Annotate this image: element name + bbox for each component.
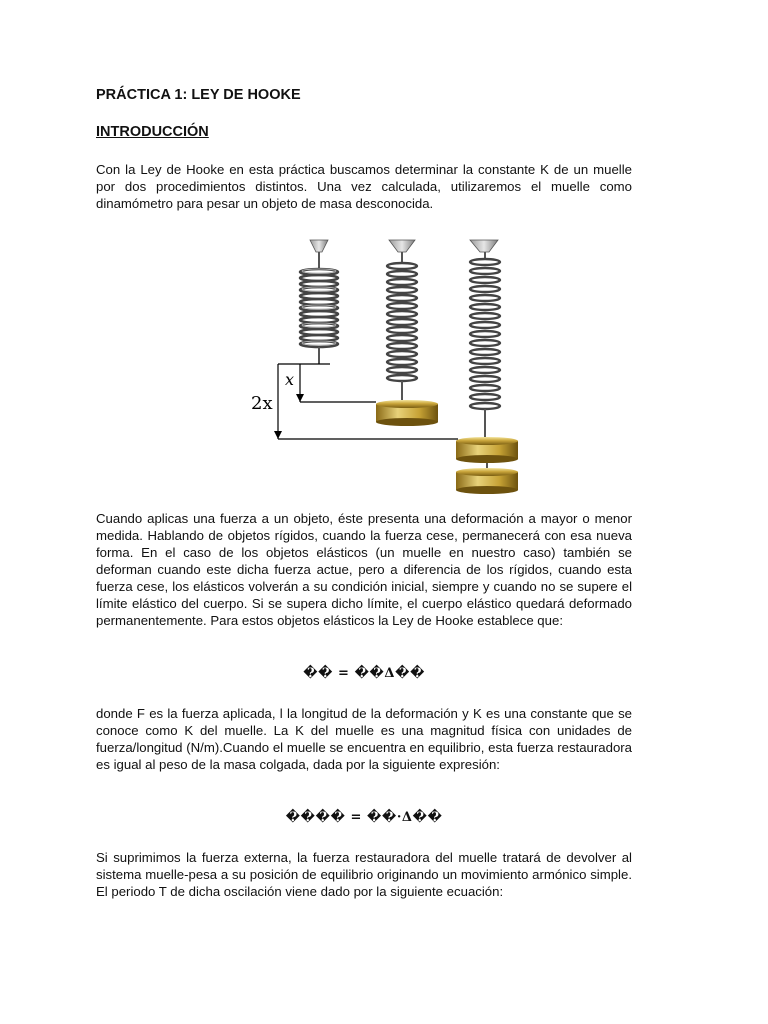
hooke-springs-figure bbox=[240, 232, 530, 497]
mass-weight-2a bbox=[456, 437, 518, 463]
spring-one-mass bbox=[376, 240, 438, 426]
arrow-2x bbox=[274, 431, 282, 439]
section-heading-introduccion: INTRODUCCIÓN bbox=[96, 124, 209, 140]
arrow-x bbox=[296, 394, 304, 402]
spring-two-masses bbox=[456, 240, 518, 494]
label-2x: 2x bbox=[251, 393, 273, 414]
label-x: x bbox=[285, 370, 295, 389]
paragraph-definition: Cuando aplicas una fuerza a un objeto, éste presenta una deformación a mayor o menor medida. Hablando de objetos rígidos, cuando la fuerza cese, permanecerá con esa nueva forma. En el caso de los objetos elásticos (un muelle en nuestro caso) también se deforman cuando este dicha fuerza actue, pero a diferencia de los rígidos, cuando esta fuerza cese, los elásticos volverán a su condición inicial, siempre y cuando no se supere el límite elástico del cuerpo. Si se supera dicho límite, el cuerpo elástico quedará deformado permanentemente. Para estos objetos elásticos la Ley de Hooke establece que: bbox=[96, 511, 632, 628]
mass-weight-1 bbox=[376, 400, 438, 426]
equation-hooke: �� = ��Δ�� bbox=[303, 666, 425, 681]
paragraph-intro: Con la Ley de Hooke en esta práctica buscamos determinar la constante K de un muelle por dos procedimientos distintos. Una vez calculada, utilizaremos el muelle como dinamómetro para pesar un objeto de masa desconocida. bbox=[96, 162, 632, 211]
spring-unloaded bbox=[300, 240, 338, 364]
equation-equilibrium: ���� = ��·Δ�� bbox=[285, 810, 443, 825]
paragraph-oscillation: Si suprimimos la fuerza externa, la fuerza restauradora del muelle tratará de devolver al sistema muelle-pesa a su posición de equilibrio originando un movimiento armónico simple. El periodo T de dicha oscilación viene dado por la siguiente ecuación: bbox=[96, 850, 632, 899]
mass-weight-2b bbox=[456, 468, 518, 494]
page-title: PRÁCTICA 1: LEY DE HOOKE bbox=[96, 87, 301, 103]
paragraph-constant-k: donde F es la fuerza aplicada, l la longitud de la deformación y K es una constante que se conoce como K del muelle. La K del muelle es una magnitud física con unidades de fuerza/longitud (N/m).Cuando el muelle se encuentra en equilibrio, esta fuerza restauradora es igual al peso de la masa colgada, dada por la siguiente expresión: bbox=[96, 706, 632, 772]
